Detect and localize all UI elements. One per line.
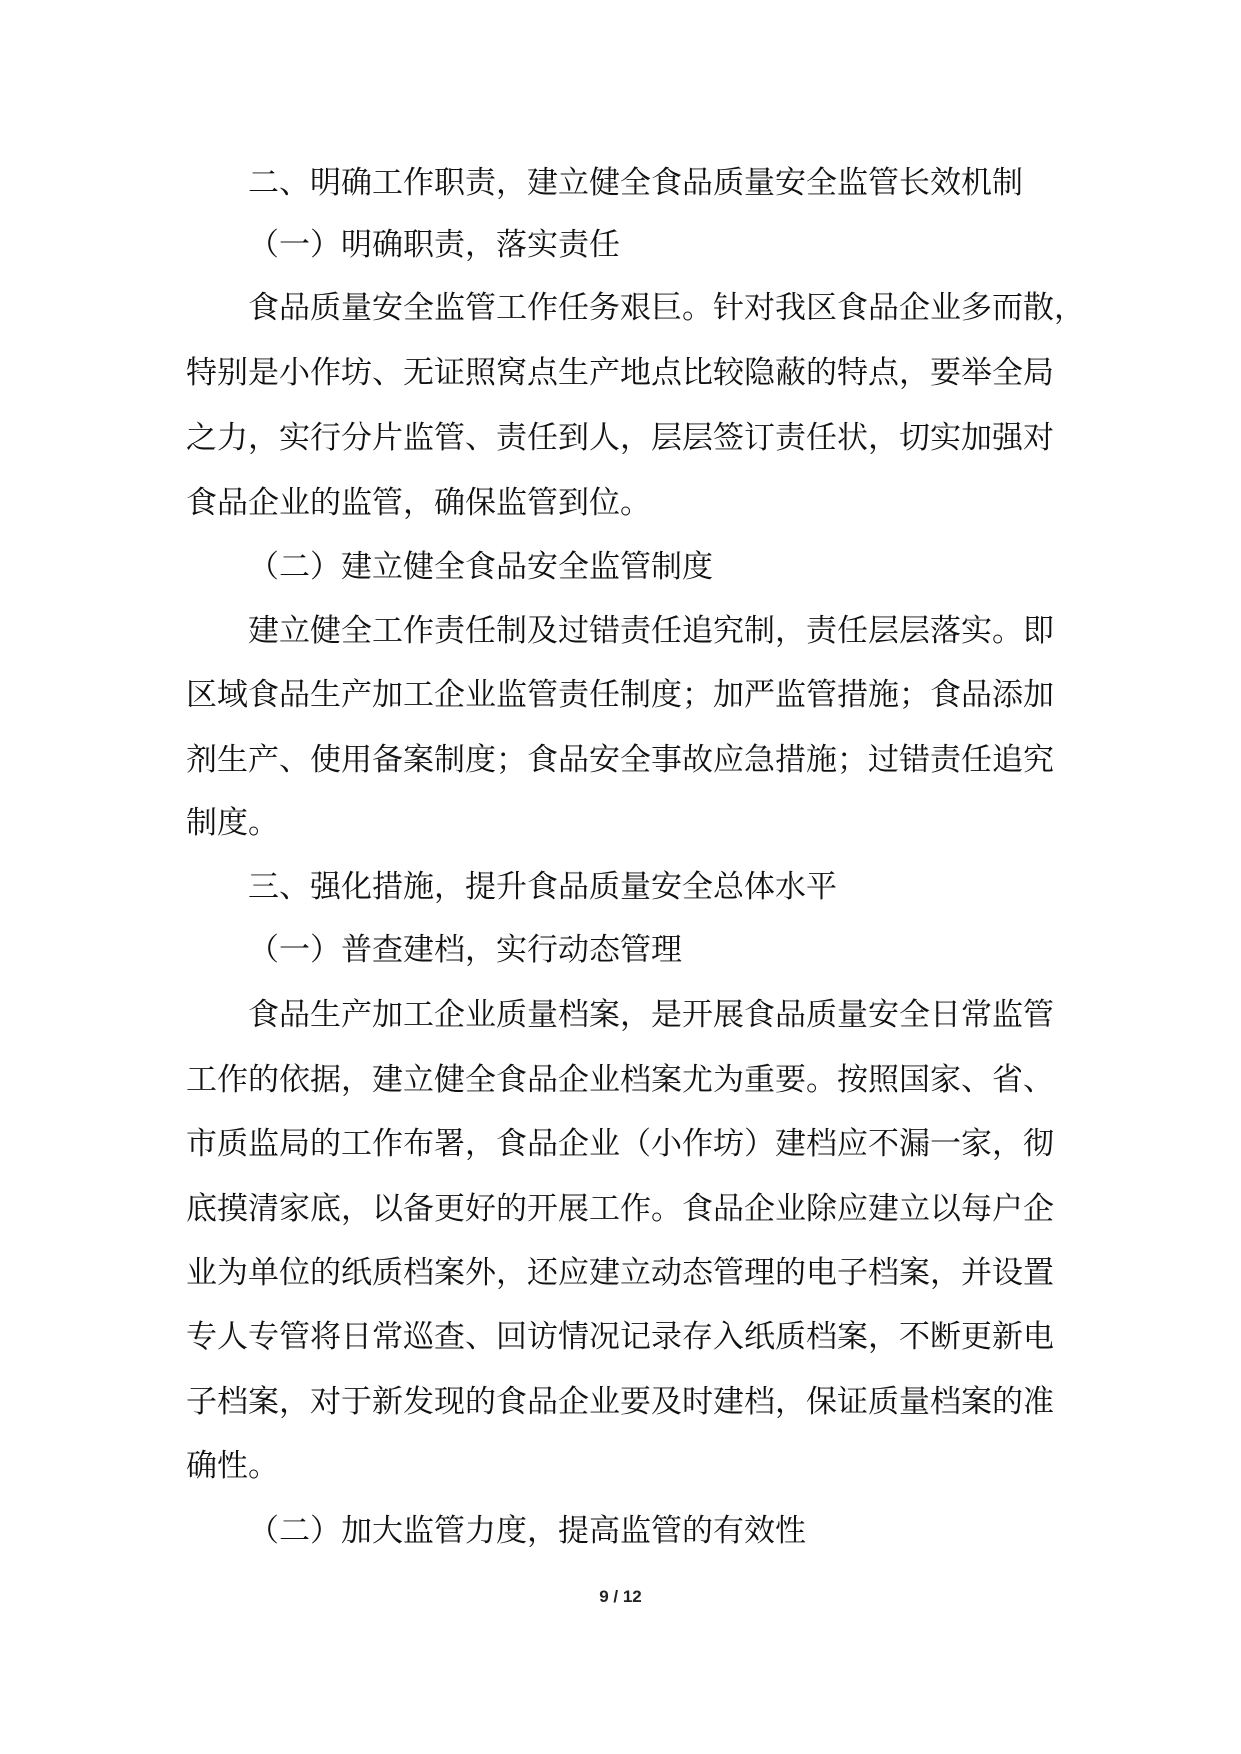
paragraph-line: 市质监局的工作布署，食品企业（小作坊）建档应不漏一家，彻 xyxy=(186,1126,1054,1162)
paragraph-line: 食品企业的监管，确保监管到位。 xyxy=(186,485,651,521)
paragraph-line: 子档案，对于新发现的食品企业要及时建档，保证质量档案的准 xyxy=(186,1384,1054,1420)
subsection-heading-2-2: （二）建立健全食品安全监管制度 xyxy=(248,549,713,585)
paragraph-line: 食品质量安全监管工作任务艰巨。针对我区食品企业多而散， xyxy=(248,290,1085,326)
subsection-heading-3-2: （二）加大监管力度，提高监管的有效性 xyxy=(248,1513,806,1549)
paragraph-line: 食品生产加工企业质量档案，是开展食品质量安全日常监管 xyxy=(248,997,1054,1033)
paragraph-line: 业为单位的纸质档案外，还应建立动态管理的电子档案，并设置 xyxy=(186,1255,1054,1291)
paragraph-line: 之力，实行分片监管、责任到人，层层签订责任状，切实加强对 xyxy=(186,420,1054,456)
section-heading-2: 二、明确工作职责，建立健全食品质量安全监管长效机制 xyxy=(248,165,1023,201)
page-number: 9 / 12 xyxy=(599,1587,642,1606)
paragraph-line: 底摸清家底，以备更好的开展工作。食品企业除应建立以每户企 xyxy=(186,1191,1054,1227)
paragraph-line: 区域食品生产加工企业监管责任制度；加严监管措施；食品添加 xyxy=(186,677,1054,713)
subsection-heading-3-1: （一）普查建档，实行动态管理 xyxy=(248,932,682,968)
paragraph-line: 工作的依据，建立健全食品企业档案尤为重要。按照国家、省、 xyxy=(186,1062,1054,1098)
paragraph-line: 剂生产、使用备案制度；食品安全事故应急措施；过错责任追究 xyxy=(186,742,1054,778)
subsection-heading-2-1: （一）明确职责，落实责任 xyxy=(248,227,620,263)
paragraph-line: 制度。 xyxy=(186,805,279,841)
paragraph-line: 特别是小作坊、无证照窝点生产地点比较隐蔽的特点，要举全局 xyxy=(186,355,1054,391)
section-heading-3: 三、强化措施，提升食品质量安全总体水平 xyxy=(248,869,837,905)
paragraph-line: 专人专管将日常巡查、回访情况记录存入纸质档案，不断更新电 xyxy=(186,1319,1054,1355)
paragraph-line: 确性。 xyxy=(186,1448,279,1484)
paragraph-line: 建立健全工作责任制及过错责任追究制，责任层层落实。即 xyxy=(248,613,1054,649)
